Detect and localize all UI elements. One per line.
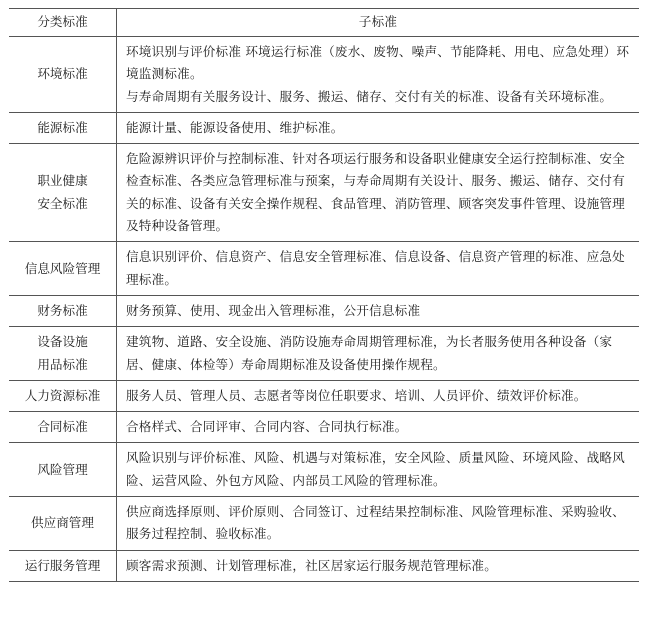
substandard-cell [117, 112, 640, 143]
category-cell [9, 112, 117, 143]
category-label: 能源标准 [37, 119, 88, 135]
category-cell [9, 242, 117, 296]
table-row [9, 144, 639, 242]
substandard-text: 与寿命周期有关服务设计、服务、搬运、储存、交付有关的标准、设备有关环境标准。 [126, 88, 613, 104]
substandard-text: 建筑物、道路、安全设施、消防设施寿命周期管理标准，为长者服务使用各种设备（家居、健康、体检等）寿命周期标准及设备使用操作规程。 [126, 334, 613, 372]
category-cell [9, 37, 117, 113]
substandard-text: 能源计量、能源设备使用、维护标准。 [126, 119, 344, 135]
table-row [9, 497, 639, 551]
substandard-cell [117, 412, 640, 443]
category-cell [9, 380, 117, 411]
substandard-text: 风险识别与评价标准、风险、机遇与对策标准，安全风险、质量风险、环境风险、战略风险、运营风险、外包方风险、内部员工风险的管理标准。 [126, 450, 625, 488]
header-category: 分类标准 [9, 9, 117, 37]
category-label: 人力资源标准 [24, 387, 101, 403]
category-label: 用品标准 [37, 356, 88, 372]
category-cell [9, 412, 117, 443]
category-label: 合同标准 [37, 419, 88, 435]
substandard-cell [117, 443, 640, 497]
substandard-cell [117, 497, 640, 551]
table-row [9, 412, 639, 443]
table-row [9, 37, 639, 113]
table-row [9, 327, 639, 381]
substandard-text: 环境识别与评价标准 环境运行标准（废水、废物、噪声、节能降耗、用电、应急处理）环境监测标准。 [126, 44, 630, 82]
substandard-text: 财务预算、使用、现金出入管理标准，公开信息标准 [126, 302, 421, 318]
table-row [9, 550, 639, 581]
table-row [9, 112, 639, 143]
category-cell [9, 550, 117, 581]
standards-table [9, 8, 639, 582]
table-row [9, 380, 639, 411]
substandard-cell [117, 327, 640, 381]
category-label: 信息风险管理 [24, 260, 101, 276]
table-row [9, 443, 639, 497]
substandard-cell [117, 37, 640, 113]
category-cell [9, 443, 117, 497]
substandard-cell [117, 550, 640, 581]
substandard-cell [117, 144, 640, 242]
substandard-text: 合格样式、合同评审、合同内容、合同执行标准。 [126, 419, 408, 435]
category-cell [9, 295, 117, 326]
category-cell [9, 327, 117, 381]
substandard-text: 危险源辨识评价与控制标准、针对各项运行服务和设备职业健康安全运行控制标准、安全检查标准、各类应急管理标准与预案，与寿命周期有关设计、服务、搬运、储存、交付有关的标准、设备有关安全操作规程、食品管理、消防管理、顾客突发事件管理、设施管理及特种设备管理。 [126, 151, 625, 234]
substandard-cell [117, 295, 640, 326]
substandard-text: 服务人员、管理人员、志愿者等岗位任职要求、培训、人员评价、绩效评价标准。 [126, 387, 587, 403]
table-body [9, 37, 639, 582]
category-label: 安全标准 [37, 195, 88, 211]
substandard-text: 信息识别评价、信息资产、信息安全管理标准、信息设备、信息资产管理的标准、应急处理标准。 [126, 249, 625, 287]
category-label: 供应商管理 [31, 515, 94, 531]
category-label: 财务标准 [37, 302, 88, 318]
header-row [9, 9, 639, 37]
category-cell [9, 497, 117, 551]
table-row [9, 295, 639, 326]
substandard-cell [117, 380, 640, 411]
category-cell [9, 144, 117, 242]
category-label: 职业健康 [37, 173, 88, 189]
category-label: 环境标准 [37, 66, 88, 82]
substandard-text: 供应商选择原则、评价原则、合同签订、过程结果控制标准、风险管理标准、采购验收、服务过程控制、验收标准。 [126, 504, 625, 542]
substandard-cell [117, 242, 640, 296]
category-label: 设备设施 [37, 334, 88, 350]
category-label: 风险管理 [37, 461, 88, 477]
table-row [9, 242, 639, 296]
substandard-text: 顾客需求预测、计划管理标准，社区居家运行服务规范管理标准。 [126, 557, 498, 573]
header-substandard: 子标准 [117, 9, 640, 37]
category-label: 运行服务管理 [24, 557, 101, 573]
